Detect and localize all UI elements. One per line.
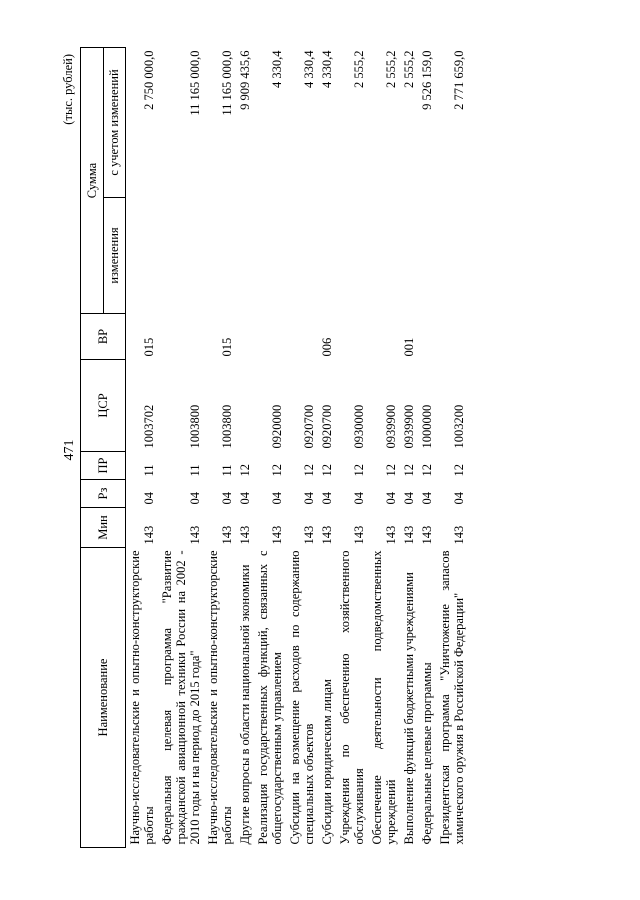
cell-name: Другие вопросы в области национальной экономики <box>238 564 252 845</box>
cell-rz: 04 <box>320 492 334 505</box>
cell-min: 143 <box>238 525 252 545</box>
header-pr: ПР <box>81 452 126 480</box>
cell-name: Научно-исследовательские и опытно-конструкторские работы <box>128 550 156 845</box>
cell-csr <box>236 360 254 452</box>
cell-total: 2 771 659,0 <box>452 50 466 110</box>
cell-min: 143 <box>270 525 284 545</box>
cell-total: 2 750 000,0 <box>142 50 156 110</box>
cell-name: Президентская программа "Уничтожение запасов химического оружия в Российской Федерации" <box>438 550 466 845</box>
cell-min: 143 <box>384 525 398 545</box>
cell-name: Федеральная целевая программа "Развитие гражданской авиационной техники России на 2002 - 2010 годы и на период до 2015 года" <box>160 550 202 845</box>
cell-change <box>254 198 286 314</box>
header-vr: ВР <box>81 314 126 360</box>
table-row <box>368 48 400 848</box>
cell-min: 143 <box>302 525 316 545</box>
cell-change <box>318 198 336 314</box>
table-row <box>236 48 254 848</box>
cell-csr: 0939900 <box>402 404 416 449</box>
cell-rz: 04 <box>402 492 416 505</box>
cell-total: 11 165 000,0 <box>220 50 234 116</box>
cell-rz: 04 <box>270 492 284 505</box>
cell-vr <box>418 314 436 360</box>
cell-rz: 04 <box>452 492 466 505</box>
cell-change <box>126 198 159 314</box>
cell-total: 4 330,4 <box>302 50 316 88</box>
cell-change <box>158 198 204 314</box>
cell-csr: 0920000 <box>270 404 284 449</box>
table-row <box>436 48 468 848</box>
table-row <box>126 48 159 848</box>
table-row <box>254 48 286 848</box>
cell-min: 143 <box>320 525 334 545</box>
cell-pr: 12 <box>302 464 316 477</box>
cell-csr: 1003200 <box>452 404 466 449</box>
header-with-changes: с учетом изменений <box>103 48 126 198</box>
cell-change <box>400 198 418 314</box>
cell-csr: 1000000 <box>420 404 434 449</box>
cell-change <box>336 198 368 314</box>
table-row <box>286 48 318 848</box>
cell-min: 143 <box>452 525 466 545</box>
cell-total: 2 555,2 <box>352 50 366 88</box>
cell-change <box>418 198 436 314</box>
cell-csr: 0920700 <box>302 404 316 449</box>
cell-rz: 04 <box>142 492 156 505</box>
cell-pr: 11 <box>142 464 156 477</box>
cell-rz: 04 <box>188 492 202 505</box>
rotated-page-content <box>60 48 580 848</box>
cell-change <box>368 198 400 314</box>
cell-min: 143 <box>402 525 416 545</box>
table-row <box>418 48 436 848</box>
table-row <box>204 48 236 848</box>
header-min: Мин <box>81 508 126 548</box>
cell-name: Федеральные целевые программы <box>420 662 434 845</box>
cell-name: Обеспечение деятельности подведомственных учреждений <box>370 550 398 845</box>
cell-total: 4 330,4 <box>270 50 284 88</box>
cell-csr: 0939900 <box>384 404 398 449</box>
cell-name: Учреждения по обеспечению хозяйственного обслуживания <box>338 550 366 845</box>
cell-rz: 04 <box>352 492 366 505</box>
cell-change <box>236 198 254 314</box>
cell-total: 11 165 000,0 <box>188 50 202 116</box>
cell-pr: 12 <box>352 464 366 477</box>
cell-csr: 0930000 <box>352 404 366 449</box>
cell-name: Субсидии юридическим лицам <box>320 679 334 845</box>
table-row <box>336 48 368 848</box>
cell-name: Выполнение функций бюджетными учреждениями <box>402 572 416 845</box>
cell-pr: 11 <box>188 464 202 477</box>
header-changes: изменения <box>103 198 126 314</box>
cell-name: Реализация государственных функций, связанных с общегосударственным управлением <box>256 550 284 845</box>
cell-pr: 11 <box>220 464 234 477</box>
cell-change <box>436 198 468 314</box>
cell-vr <box>254 314 286 360</box>
cell-total: 2 555,2 <box>384 50 398 88</box>
cell-csr: 0920700 <box>320 404 334 449</box>
cell-rz: 04 <box>384 492 398 505</box>
table-row <box>318 48 336 848</box>
table-row <box>400 48 418 848</box>
cell-pr: 12 <box>452 464 466 477</box>
cell-vr <box>158 314 204 360</box>
cell-total: 9 526 159,0 <box>420 50 434 110</box>
cell-total: 9 909 435,6 <box>238 50 252 110</box>
header-name: Наименование <box>81 548 126 848</box>
table-body <box>126 48 469 848</box>
cell-vr: 015 <box>220 337 234 357</box>
cell-csr: 1003702 <box>142 404 156 449</box>
cell-pr: 12 <box>420 464 434 477</box>
cell-total: 4 330,4 <box>320 50 334 88</box>
cell-vr: 001 <box>402 337 416 357</box>
cell-change <box>286 198 318 314</box>
cell-change <box>204 198 236 314</box>
cell-total: 2 555,2 <box>402 50 416 88</box>
cell-pr: 12 <box>270 464 284 477</box>
cell-vr: 015 <box>142 337 156 357</box>
cell-csr: 1003800 <box>188 404 202 449</box>
cell-vr <box>236 314 254 360</box>
cell-min: 143 <box>142 525 156 545</box>
cell-min: 143 <box>220 525 234 545</box>
cell-name: Научно-исследовательские и опытно-конструкторские работы <box>206 550 234 845</box>
cell-rz: 04 <box>420 492 434 505</box>
cell-rz: 04 <box>238 492 252 505</box>
cell-pr: 12 <box>238 464 252 477</box>
header-row-top <box>81 48 104 848</box>
cell-min: 143 <box>420 525 434 545</box>
cell-vr <box>286 314 318 360</box>
page-number: 471 <box>62 439 77 461</box>
cell-csr: 1003800 <box>220 404 234 449</box>
header-sum: Сумма <box>81 48 104 314</box>
cell-rz: 04 <box>220 492 234 505</box>
table-header <box>81 48 126 848</box>
table-row <box>158 48 204 848</box>
cell-pr: 12 <box>384 464 398 477</box>
cell-rz: 04 <box>302 492 316 505</box>
units-note: (тыс. рублей) <box>61 54 75 125</box>
cell-vr: 006 <box>320 337 334 357</box>
cell-min: 143 <box>352 525 366 545</box>
budget-table <box>80 47 468 848</box>
cell-pr: 12 <box>320 464 334 477</box>
cell-min: 143 <box>188 525 202 545</box>
header-csr: ЦСР <box>81 360 126 452</box>
cell-vr <box>336 314 368 360</box>
cell-vr <box>368 314 400 360</box>
cell-vr <box>436 314 468 360</box>
header-rz: Рз <box>81 480 126 508</box>
cell-name: Субсидии на возмещение расходов по содержанию специальных объектов <box>288 550 316 845</box>
cell-pr: 12 <box>402 464 416 477</box>
